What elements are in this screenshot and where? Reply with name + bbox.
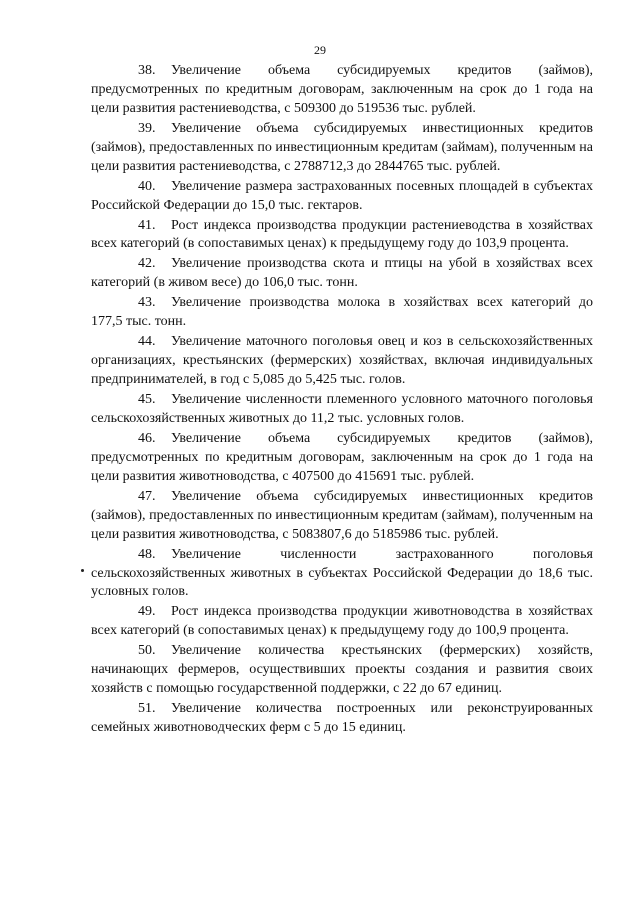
list-item	[91, 178, 593, 216]
list-item	[91, 391, 593, 429]
list-item	[91, 120, 593, 177]
item-number: 41.	[138, 217, 156, 233]
item-text: Увеличение производства молока в хозяйствах всех категорий до 177,5 тыс. тонн.	[91, 295, 593, 330]
item-text: Рост индекса производства продукции животноводства в хозяйствах всех категорий (в сопоставимых ценах) к предыдущему году до 100,9 процента.	[91, 604, 593, 639]
list-item	[91, 217, 593, 255]
list-item	[91, 603, 593, 641]
item-number: 48.	[138, 546, 156, 562]
item-number: 38.	[138, 63, 156, 78]
item-number: 51.	[138, 701, 156, 717]
item-text: Увеличение количества построенных или реконструированных семейных животноводческих ферм с 5 до 15 единиц.	[91, 701, 593, 736]
list-item	[91, 294, 593, 332]
item-number: 49.	[138, 604, 156, 620]
item-text: Увеличение численности застрахованного поголовья сельскохозяйственных животных в субъектах Российской Федерации до 18,6 тыс. условных голов.	[91, 546, 593, 600]
item-text: Увеличение размера застрахованных посевных площадей в субъектах Российской Федерации до 15,0 тыс. гектаров.	[91, 178, 593, 213]
item-number: 44.	[138, 334, 156, 350]
item-number: 46.	[138, 430, 156, 446]
item-text: Увеличение объема субсидируемых инвестиционных кредитов (займов), предоставленных по инвестиционным кредитам (займам), полученным на цели развития животноводства, с 5083807,6 до 5185986 тыс. рублей.	[91, 488, 593, 542]
item-number: 50.	[138, 643, 156, 659]
item-text: Увеличение количества крестьянских (фермерских) хозяйств, начинающих фермеров, осуществивших проекты создания и развития своих хозяйств с помощью государственной поддержки, с 22 до 67 единиц.	[91, 643, 593, 697]
item-number: 40.	[138, 178, 156, 194]
list-item	[91, 546, 593, 603]
scan-speck	[81, 569, 84, 572]
item-number: 45.	[138, 392, 156, 408]
item-number: 42.	[138, 256, 156, 272]
item-text: Увеличение объема субсидируемых кредитов (займов), предусмотренных по кредитным договорам, заключенным на срок до 1 года на цели развития растениеводства, с 509300 до 519536 тыс. рублей.	[91, 63, 593, 116]
list-item	[91, 333, 593, 390]
list-item	[91, 430, 593, 487]
document-body	[91, 62, 593, 739]
item-text: Увеличение производства скота и птицы на убой в хозяйствах всех категорий (в живом весе) до 106,0 тыс. тонн.	[91, 256, 593, 291]
list-item	[91, 642, 593, 699]
page-number: 29	[314, 43, 326, 57]
item-text: Рост индекса производства продукции растениеводства в хозяйствах всех категорий (в сопоставимых ценах) к предыдущему году до 103,9 процента.	[91, 217, 593, 252]
item-text: Увеличение численности племенного условного маточного поголовья сельскохозяйственных животных до 11,2 тыс. условных голов.	[91, 392, 593, 426]
item-text: Увеличение маточного поголовья овец и коз в сельскохозяйственных организациях, крестьянских (фермерских) хозяйствах, включая индивидуальных предпринимателей, в год с 5,085 до 5,425 тыс. голов.	[91, 334, 593, 388]
item-number: 43.	[138, 295, 156, 311]
item-text: Увеличение объема субсидируемых инвестиционных кредитов (займов), предоставленных по инвестиционным кредитам (займам), полученным на цели развития растениеводства, с 2788712,3 до 2844765 тыс. рублей.	[91, 120, 593, 174]
list-item	[91, 488, 593, 545]
list-item	[91, 700, 593, 738]
list-item	[91, 255, 593, 293]
item-text: Увеличение объема субсидируемых кредитов (займов), предусмотренных по кредитным договорам, заключенным на срок до 1 года на цели развития животноводства, с 407500 до 415691 тыс. рублей.	[91, 430, 593, 484]
item-number: 47.	[138, 488, 156, 504]
list-item	[91, 62, 593, 119]
item-number: 39.	[138, 120, 156, 136]
